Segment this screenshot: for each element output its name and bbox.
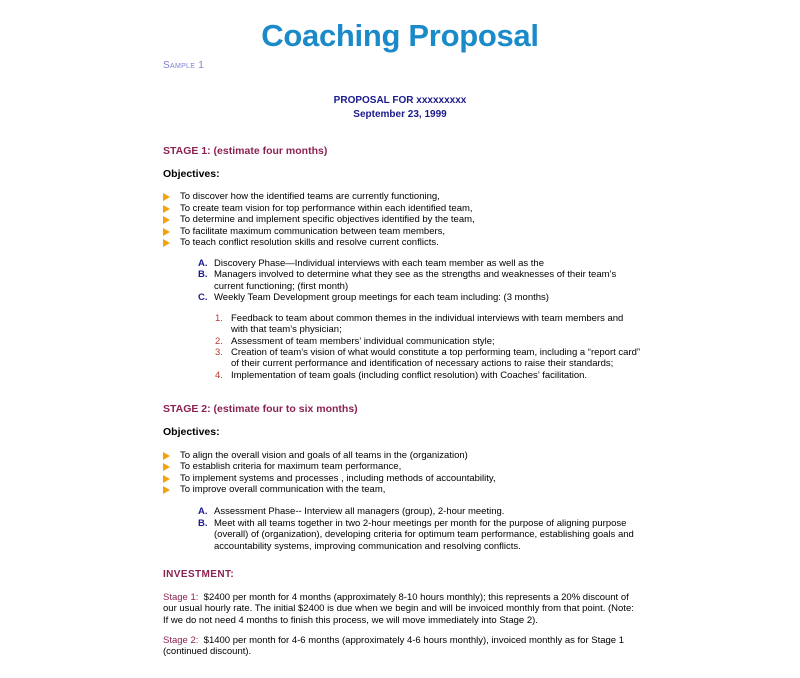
investment-stage1-line: If we do not need 4 months to finish this process, we will move immediately into Stage 2).	[163, 615, 538, 626]
list-marker-b: B.	[198, 518, 208, 529]
list-marker-2: 2.	[215, 336, 223, 347]
investment-stage2-line: (continued discount).	[163, 646, 252, 657]
bullet-arrow-icon	[163, 228, 170, 236]
list-item: To align the overall vision and goals of all teams in the (organization)	[180, 450, 468, 461]
list-item: Creation of team’s vision of what would constitute a top performing team, including a “report card”	[231, 347, 641, 358]
bullet-arrow-icon	[163, 239, 170, 247]
investment-stage1-line	[163, 592, 629, 604]
bullet-arrow-icon	[163, 475, 170, 483]
list-item: Assessment Phase-- Interview all managers (group), 2-hour meeting.	[214, 506, 505, 517]
bullet-arrow-icon	[163, 205, 170, 213]
bullet-arrow-icon	[163, 452, 170, 460]
list-item: To implement systems and processes , including methods of accountability,	[180, 473, 496, 484]
list-marker-4: 4.	[215, 370, 223, 381]
list-item: To discover how the identified teams are currently functioning,	[180, 191, 440, 202]
list-marker-a: A.	[198, 258, 208, 269]
stage2-objectives-label: Objectives:	[163, 426, 220, 438]
list-item: Feedback to team about common themes in the individual interviews with team members and	[231, 313, 624, 324]
proposal-date: September 23, 1999	[353, 109, 447, 120]
bullet-arrow-icon	[163, 193, 170, 201]
list-item: To establish criteria for maximum team performance,	[180, 461, 402, 472]
document-title: Coaching Proposal	[261, 18, 539, 53]
list-item-continuation: with that team’s physician;	[231, 324, 342, 335]
list-marker-3: 3.	[215, 347, 223, 358]
list-item: Managers involved to determine what they see as the strengths and weaknesses of their team’s	[214, 269, 617, 280]
list-item: Weekly Team Development group meetings for each team including: (3 months)	[214, 292, 549, 303]
list-item: To teach conflict resolution skills and resolve current conflicts.	[180, 237, 439, 248]
investment-stage2-line	[163, 635, 624, 647]
investment-stage1-text: $2400 per month for 4 months (approximately 8-10 hours monthly); this represents a 20% discount of	[198, 592, 629, 603]
list-item: To create team vision for top performance within each identified team,	[180, 203, 473, 214]
list-item: To facilitate maximum communication between team members,	[180, 226, 446, 237]
investment-stage1-line: our usual hourly rate. The initial $2400 is due when we begin and will be invoiced monthly from that point. (Note:	[163, 603, 634, 614]
list-item: Discovery Phase—Individual interviews with each team member as well as the	[214, 258, 544, 269]
bullet-arrow-icon	[163, 463, 170, 471]
stage1-heading: STAGE 1: (estimate four months)	[163, 145, 328, 157]
list-item: To determine and implement specific objectives identified by the team,	[180, 214, 475, 225]
list-item: To improve overall communication with the team,	[180, 484, 386, 495]
proposal-for-line: PROPOSAL FOR xxxxxxxxx	[333, 95, 467, 106]
investment-stage2-label: Stage 2:	[163, 635, 199, 646]
investment-stage2-text: $1400 per month for 4-6 months (approximately 4-6 hours monthly), invoiced monthly as for Stage 1	[198, 635, 624, 646]
bullet-arrow-icon	[163, 486, 170, 494]
list-item: Assessment of team members’ individual communication style;	[231, 336, 495, 347]
sample-label: Sample 1	[163, 60, 205, 71]
list-item: Meet with all teams together in two 2-hour meetings per month for the purpose of aligning purpose	[214, 518, 627, 529]
list-marker-b: B.	[198, 269, 208, 280]
stage2-heading: STAGE 2: (estimate four to six months)	[163, 403, 358, 415]
list-marker-1: 1.	[215, 313, 223, 324]
list-marker-c: C.	[198, 292, 208, 303]
investment-stage1-label: Stage 1:	[163, 592, 199, 603]
list-item: Implementation of team goals (including conflict resolution) with Coaches’ facilitation.	[231, 370, 588, 381]
bullet-arrow-icon	[163, 216, 170, 224]
list-item-continuation: current functioning; (first month)	[214, 281, 349, 292]
list-item-continuation: accountability systems, improving communication and resolving conflicts.	[214, 541, 521, 552]
list-marker-a: A.	[198, 506, 208, 517]
stage1-objectives-label: Objectives:	[163, 168, 220, 180]
list-item-continuation: of their current performance and identification of necessary actions to raise their standards;	[231, 358, 614, 369]
investment-heading: INVESTMENT:	[163, 569, 235, 580]
list-item-continuation: (overall) of (organization), developing criteria for optimum team performance, establishing goals and	[214, 529, 634, 540]
